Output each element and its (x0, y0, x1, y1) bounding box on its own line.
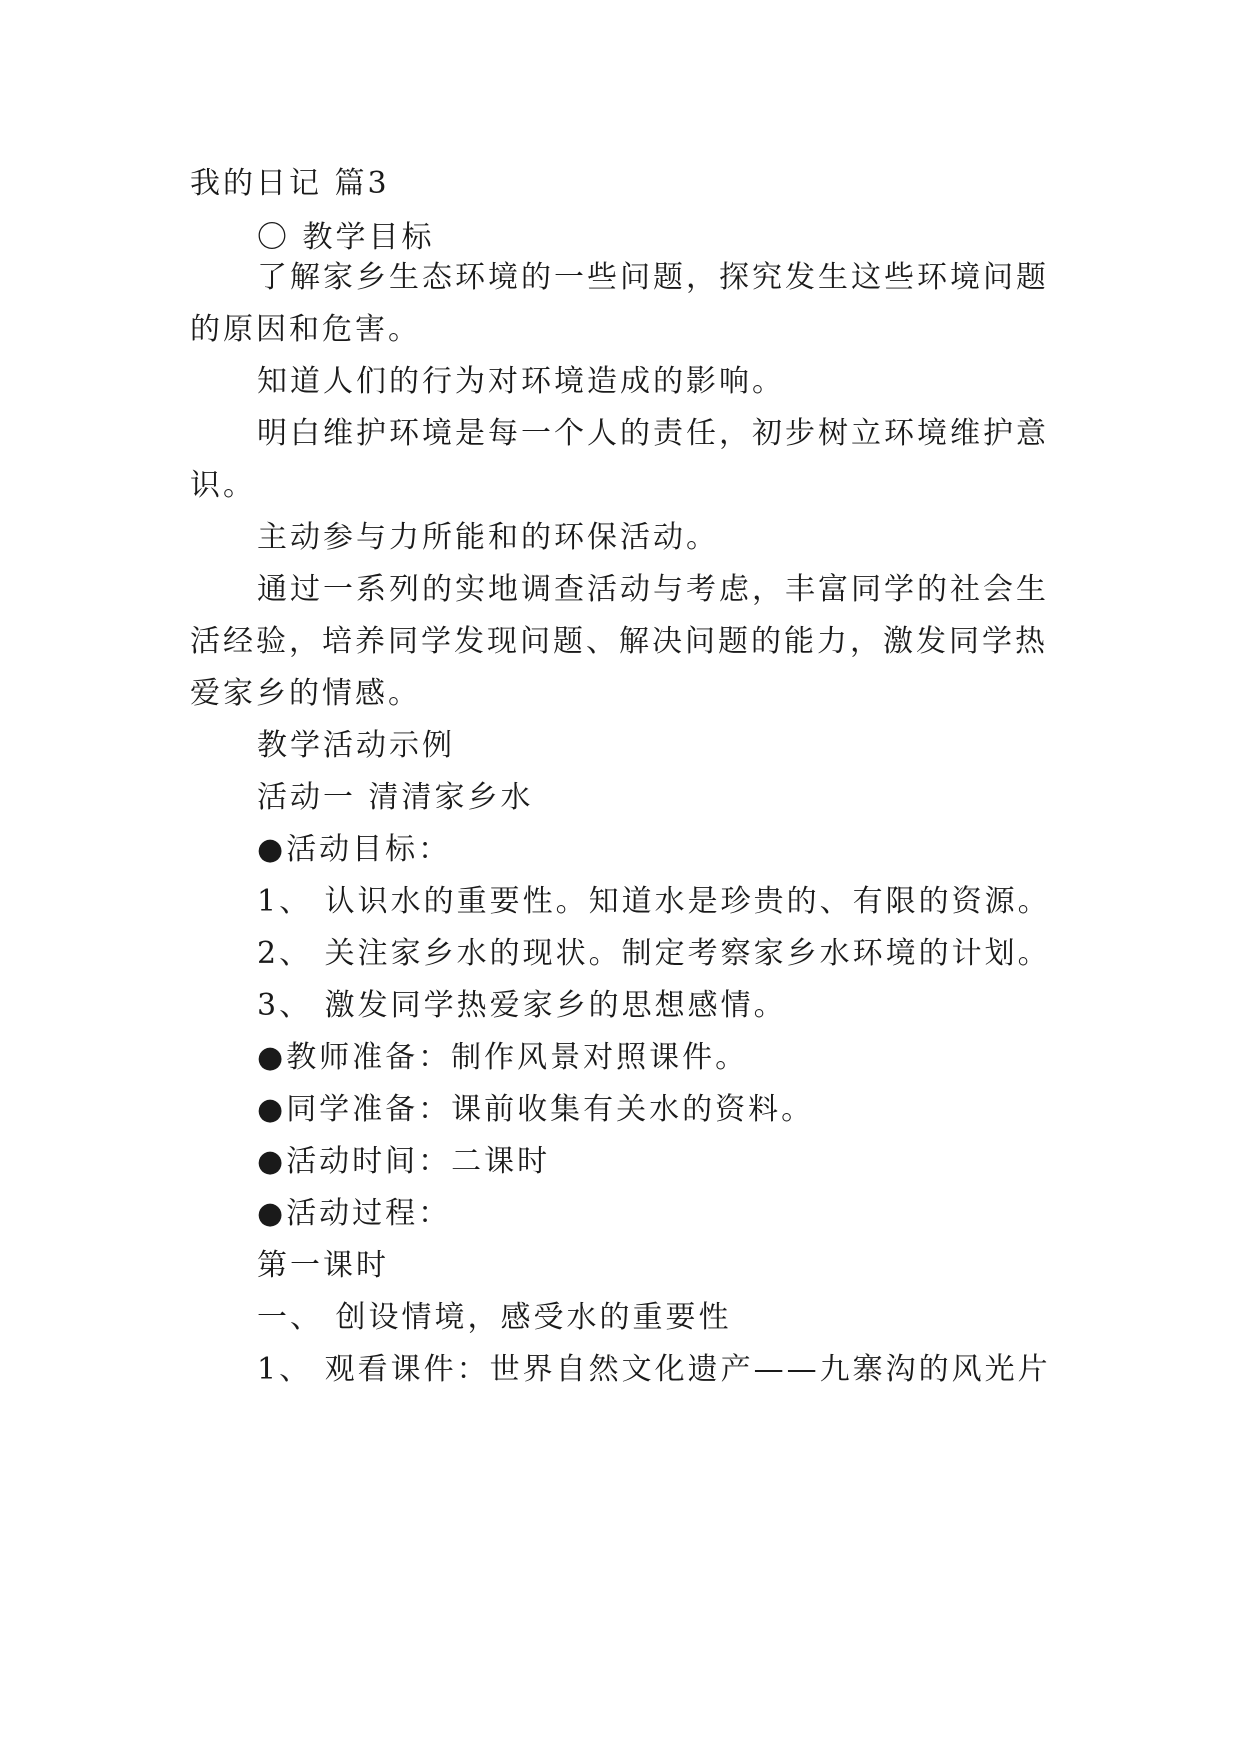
numbered-item: 3、 激发同学热爱家乡的思想感情。 (257, 988, 787, 1023)
numbered-item: 1、 观看课件：世界自然文化遗产——九寨沟的风光片 (257, 1352, 1051, 1387)
bullet-text: 活动时间：二课时 (286, 1144, 551, 1179)
bullet-dot-icon: ● (257, 832, 287, 867)
paragraph-line: 爱家乡的情感。 (190, 676, 421, 711)
circle-marker-icon: 〇 (257, 220, 290, 255)
paragraph-line: 的原因和危害。 (190, 312, 421, 347)
numbered-item: 2、 关注家乡水的现状。制定考察家乡水环境的计划。 (257, 936, 1051, 971)
bullet-dot-icon: ● (257, 1196, 287, 1231)
bullet-dot-icon: ● (257, 1144, 287, 1179)
document-title: 我的日记 篇3 (190, 166, 390, 201)
paragraph-line: 识。 (190, 468, 256, 503)
paragraph-line: 了解家乡生态环境的一些问题，探究发生这些环境问题 (257, 260, 1049, 295)
bullet-item (257, 1090, 814, 1130)
section-heading-teaching-goals (257, 218, 435, 258)
bullet-text: 活动目标： (286, 832, 452, 867)
paragraph-line: 明白维护环境是每一个人的责任，初步树立环境维护意 (257, 416, 1049, 451)
bullet-item (257, 830, 451, 870)
paragraph-line: 通过一系列的实地调查活动与考虑，丰富同学的社会生 (257, 572, 1049, 607)
lesson-heading: 第一课时 (257, 1248, 389, 1283)
bullet-text: 同学准备：课前收集有关水的资料。 (286, 1092, 815, 1127)
bullet-dot-icon: ● (257, 1040, 287, 1075)
bullet-text: 活动过程： (286, 1196, 452, 1231)
section-heading: 教学活动示例 (257, 728, 455, 763)
paragraph-line: 主动参与力所能和的环保活动。 (257, 520, 719, 555)
numbered-item: 1、 认识水的重要性。知道水是珍贵的、有限的资源。 (257, 884, 1051, 919)
subsection-heading: 一、 创设情境，感受水的重要性 (257, 1300, 732, 1335)
bullet-item (257, 1194, 451, 1234)
bullet-item (257, 1142, 550, 1182)
paragraph-line: 活经验，培养同学发现问题、解决问题的能力，激发同学热 (190, 624, 1048, 659)
bullet-dot-icon: ● (257, 1092, 287, 1127)
activity-heading: 活动一 清清家乡水 (257, 780, 534, 815)
paragraph-text: 教学目标 (290, 220, 435, 255)
bullet-item (257, 1038, 748, 1078)
bullet-text: 教师准备：制作风景对照课件。 (286, 1040, 749, 1075)
paragraph-line: 知道人们的行为对环境造成的影响。 (257, 364, 785, 399)
